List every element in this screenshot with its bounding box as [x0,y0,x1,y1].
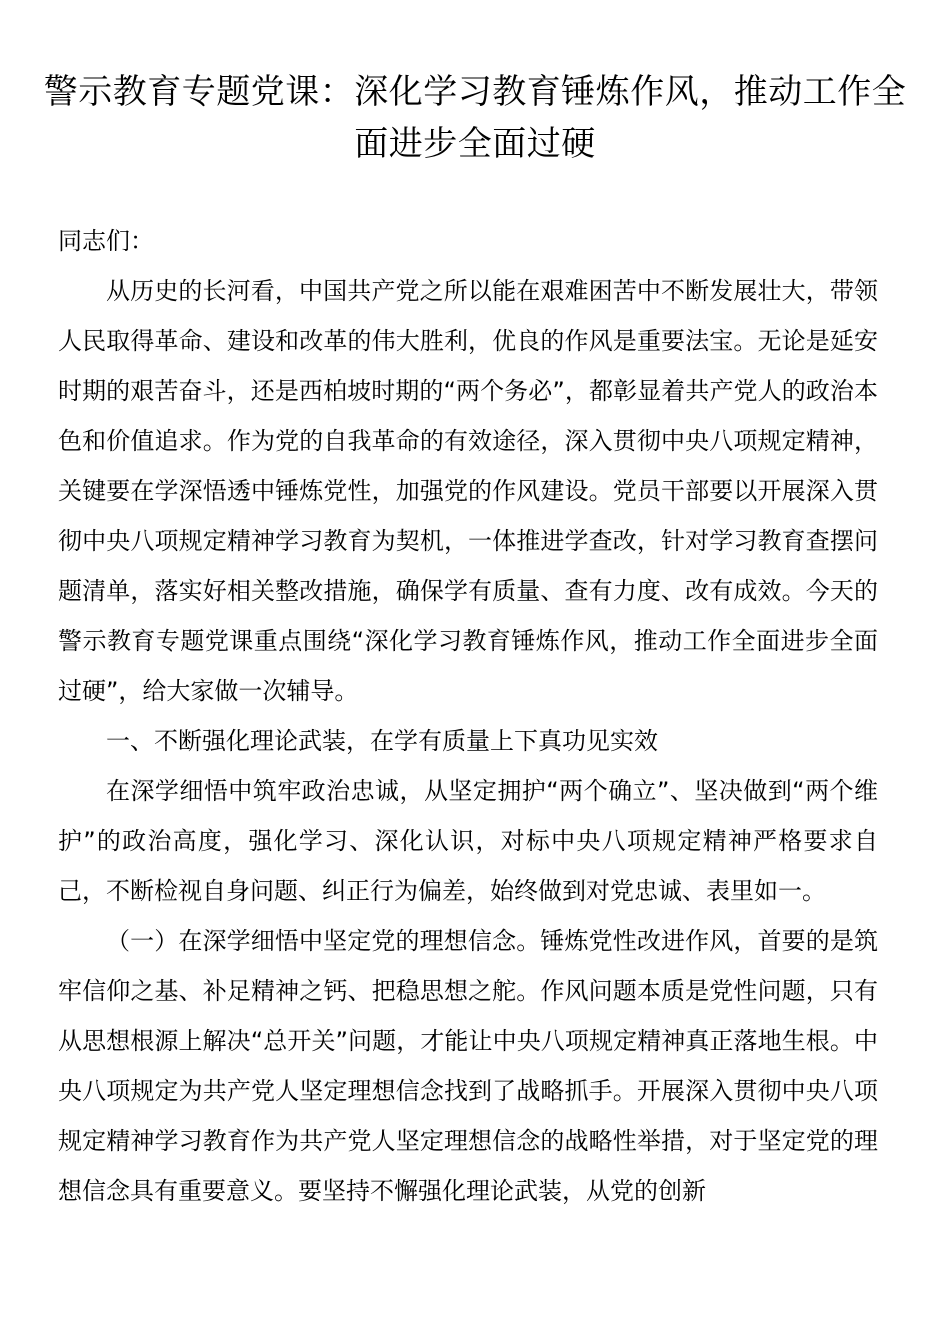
salutation: 同志们： [58,227,154,255]
paragraph-section-1: 在深学细悟中筑牢政治忠诚，从坚定拥护“两个确立”、坚决做到“两个维护”的政治高度，强化学习、深化认识，对标中央八项规定精神严格要求自己，不断检视自身问题、纠正行为偏差，始终做到对党忠诚、表里如一。 [58,777,878,905]
paragraph-subsection-1: （一）在深学细悟中坚定党的理想信念。锤炼党性改进作风，首要的是筑牢信仰之基、补足精神之钙、把稳思想之舵。作风问题本质是党性问题，只有从思想根源上解决“总开关”问题，才能让中央八项规定精神真正落地生根。中央八项规定为共产党人坚定理想信念找到了战略抓手。开展深入贯彻中央八项规定精神学习教育作为共产党人坚定理想信念的战略性举措，对于坚定党的理想信念具有重要意义。要坚持不懈强化理论武装，从党的创新 [58,927,878,1205]
document-body [58,216,878,1216]
section-heading-1: 一、不断强化理论武装，在学有质量上下真功见实效 [106,727,658,755]
paragraph-intro: 从历史的长河看，中国共产党之所以能在艰难困苦中不断发展壮大，带领人民取得革命、建设和改革的伟大胜利，优良的作风是重要法宝。无论是延安时期的艰苦奋斗，还是西柏坡时期的“两个务必”，都彰显着共产党人的政治本色和价值追求。作为党的自我革命的有效途径，深入贯彻中央八项规定精神，关键要在学深悟透中锤炼党性，加强党的作风建设。党员干部要以开展深入贯彻中央八项规定精神学习教育为契机，一体推进学查改，针对学习教育查摆问题清单，落实好相关整改措施，确保学有质量、查有力度、改有成效。今天的警示教育专题党课重点围绕“深化学习教育锤炼作风，推动工作全面进步全面过硬”，给大家做一次辅导。 [58,277,878,705]
page-title: 警示教育专题党课：深化学习教育锤炼作风，推动工作全面进步全面过硬 [43,72,907,164]
